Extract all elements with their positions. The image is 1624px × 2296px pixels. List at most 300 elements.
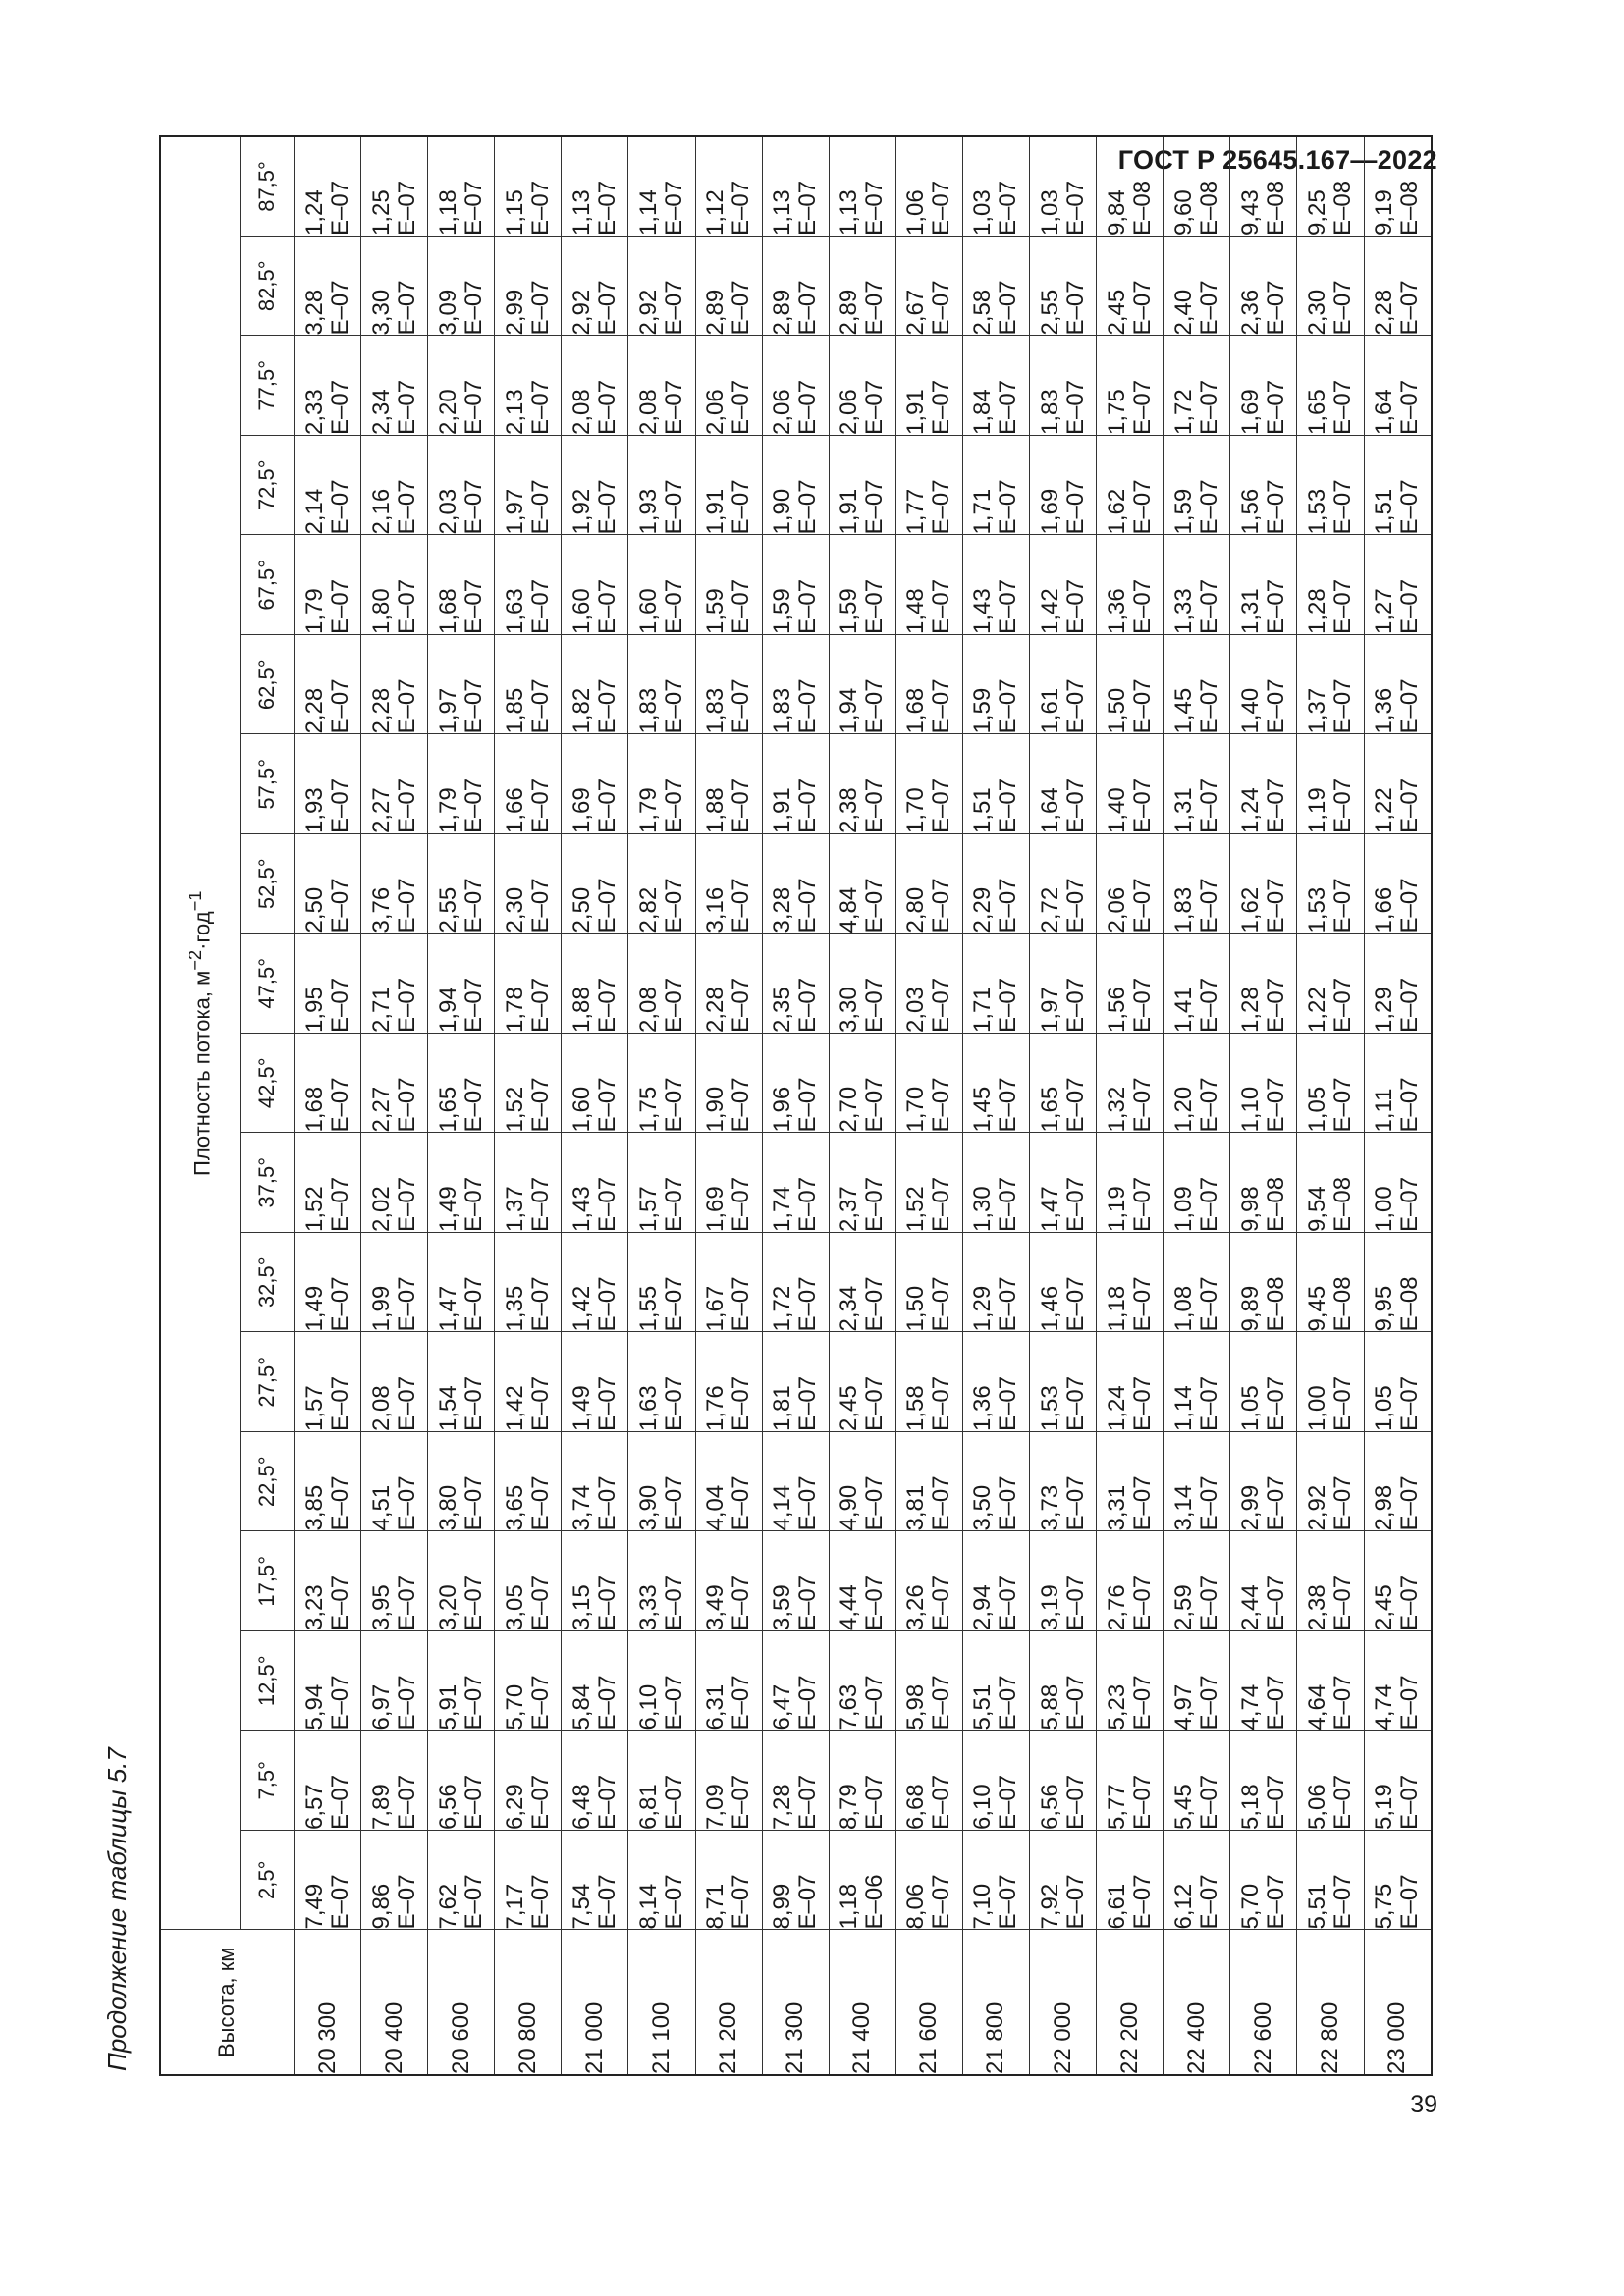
flux-value-cell: 1,33 E–07 [1164,535,1230,635]
flux-value-cell: 2,28 E–07 [695,934,762,1034]
table-row [428,136,495,2075]
flux-value-cell: 8,06 E–07 [895,1831,962,1931]
angle-header: 77,5° [241,336,295,436]
table-rotated-frame [159,161,1433,2076]
flux-value-cell: 1,83 E–07 [695,635,762,735]
flux-value-cell: 9,95 E–08 [1364,1233,1432,1333]
flux-value-cell: 2,28 E–07 [361,635,428,735]
flux-value-cell: 1,41 E–07 [1164,934,1230,1034]
flux-value-cell: 1,45 E–07 [1164,635,1230,735]
flux-value-cell: 2,06 E–07 [762,336,829,436]
flux-value-cell: 1,05 E–07 [1297,1034,1364,1134]
flux-value-cell: 1,13 E–07 [562,136,628,237]
flux-value-cell: 3,65 E–07 [495,1432,562,1532]
flux-value-cell: 9,98 E–08 [1230,1133,1297,1233]
flux-value-cell: 2,20 E–07 [428,336,495,436]
flux-value-cell: 2,40 E–07 [1164,237,1230,337]
flux-value-cell: 1,48 E–07 [895,535,962,635]
table-row [962,136,1029,2075]
flux-value-cell: 1,42 E–07 [495,1332,562,1432]
flux-value-cell: 1,96 E–07 [762,1034,829,1134]
flux-value-cell: 6,61 E–07 [1097,1831,1164,1931]
flux-value-cell: 1,69 E–07 [562,734,628,834]
document-id: ГОСТ Р 25645.167—2022 [1117,145,1437,175]
flux-value-cell: 1,66 E–07 [495,734,562,834]
flux-value-cell: 1,79 E–07 [428,734,495,834]
flux-value-cell: 4,44 E–07 [829,1531,895,1631]
flux-value-cell: 7,62 E–07 [428,1831,495,1931]
flux-value-cell: 9,19 E–08 [1364,136,1432,237]
table-row [695,136,762,2075]
flux-value-cell: 2,44 E–07 [1230,1531,1297,1631]
flux-value-cell: 5,88 E–07 [1030,1631,1097,1732]
flux-value-cell: 1,59 E–07 [695,535,762,635]
table-row [495,136,562,2075]
flux-value-cell: 3,74 E–07 [562,1432,628,1532]
flux-value-cell: 1,53 E–07 [1297,834,1364,934]
flux-value-cell: 2,03 E–07 [428,436,495,536]
flux-value-cell: 1,35 E–07 [495,1233,562,1333]
flux-value-cell: 1,60 E–07 [628,535,695,635]
flux-value-cell: 9,89 E–08 [1230,1233,1297,1333]
flux-value-cell: 1,40 E–07 [1230,635,1297,735]
flux-value-cell: 1,40 E–07 [1097,734,1164,834]
flux-value-cell: 5,70 E–07 [1230,1831,1297,1931]
flux-value-cell: 2,27 E–07 [361,734,428,834]
flux-value-cell: 1,05 E–07 [1364,1332,1432,1432]
flux-value-cell: 1,53 E–07 [1297,436,1364,536]
flux-value-cell: 7,89 E–07 [361,1731,428,1831]
flux-value-cell: 1,92 E–07 [562,436,628,536]
flux-value-cell: 5,84 E–07 [562,1631,628,1732]
table-caption: Продолжение таблицы 5.7 [102,1747,132,2071]
table-row [829,136,895,2075]
angle-header: 32,5° [241,1233,295,1333]
flux-value-cell: 1,11 E–07 [1364,1034,1432,1134]
flux-value-cell: 3,16 E–07 [695,834,762,934]
flux-value-cell: 1,94 E–07 [829,635,895,735]
flux-value-cell: 7,92 E–07 [1030,1831,1097,1931]
flux-value-cell: 2,38 E–07 [1297,1531,1364,1631]
flux-value-cell: 5,75 E–07 [1364,1831,1432,1931]
flux-value-cell: 3,20 E–07 [428,1531,495,1631]
flux-header-mid: ·год [189,911,215,950]
flux-value-cell: 1,68 E–07 [295,1034,361,1134]
table-row [562,136,628,2075]
altitude-cell: 22 800 [1297,1930,1364,2075]
flux-value-cell: 1,51 E–07 [1364,436,1432,536]
flux-value-cell: 1,88 E–07 [562,934,628,1034]
altitude-cell: 21 800 [962,1930,1029,2075]
flux-value-cell: 1,59 E–07 [762,535,829,635]
flux-value-cell: 1,46 E–07 [1030,1233,1097,1333]
angle-header: 72,5° [241,436,295,536]
flux-value-cell: 1,59 E–07 [829,535,895,635]
flux-value-cell: 1,56 E–07 [1097,934,1164,1034]
flux-value-cell: 1,95 E–07 [295,934,361,1034]
flux-value-cell: 6,29 E–07 [495,1731,562,1831]
flux-value-cell: 9,45 E–08 [1297,1233,1364,1333]
flux-value-cell: 1,76 E–07 [695,1332,762,1432]
flux-value-cell: 1,83 E–07 [762,635,829,735]
flux-value-cell: 1,80 E–07 [361,535,428,635]
flux-value-cell: 1,72 E–07 [1164,336,1230,436]
flux-value-cell: 2,29 E–07 [962,834,1029,934]
flux-value-cell: 3,30 E–07 [361,237,428,337]
flux-value-cell: 5,98 E–07 [895,1631,962,1732]
flux-value-cell: 2,08 E–07 [628,336,695,436]
flux-value-cell: 2,94 E–07 [962,1531,1029,1631]
flux-value-cell: 2,30 E–07 [495,834,562,934]
table-row [1230,136,1297,2075]
angle-header: 37,5° [241,1133,295,1233]
flux-value-cell: 3,81 E–07 [895,1432,962,1532]
flux-value-cell: 2,59 E–07 [1164,1531,1230,1631]
flux-value-cell: 4,64 E–07 [1297,1631,1364,1732]
flux-value-cell: 1,31 E–07 [1230,535,1297,635]
flux-value-cell: 1,78 E–07 [495,934,562,1034]
flux-value-cell: 1,28 E–07 [1230,934,1297,1034]
flux-value-cell: 1,30 E–07 [962,1133,1029,1233]
flux-header-unit-1: −2 [185,949,206,971]
angle-header: 7,5° [241,1731,295,1831]
angle-header: 82,5° [241,237,295,337]
flux-value-cell: 4,74 E–07 [1364,1631,1432,1732]
flux-value-cell: 1,36 E–07 [1097,535,1164,635]
flux-value-cell: 1,50 E–07 [1097,635,1164,735]
angle-header: 87,5° [241,136,295,237]
flux-value-cell: 3,80 E–07 [428,1432,495,1532]
flux-value-cell: 1,24 E–07 [1097,1332,1164,1432]
flux-value-cell: 5,94 E–07 [295,1631,361,1732]
table-row [895,136,962,2075]
flux-value-cell: 1,47 E–07 [1030,1133,1097,1233]
flux-value-cell: 1,70 E–07 [895,1034,962,1134]
flux-value-cell: 8,99 E–07 [762,1831,829,1931]
flux-value-cell: 1,18 E–07 [1097,1233,1164,1333]
page-number: 39 [1410,2091,1437,2118]
flux-value-cell: 1,82 E–07 [562,635,628,735]
flux-value-cell: 1,31 E–07 [1164,734,1230,834]
flux-value-cell: 3,19 E–07 [1030,1531,1097,1631]
flux-value-cell: 1,57 E–07 [628,1133,695,1233]
flux-value-cell: 7,54 E–07 [562,1831,628,1931]
altitude-cell: 21 100 [628,1930,695,2075]
flux-value-cell: 1,60 E–07 [562,1034,628,1134]
angle-header: 27,5° [241,1332,295,1432]
flux-value-cell: 2,55 E–07 [1030,237,1097,337]
flux-value-cell: 1,00 E–07 [1364,1133,1432,1233]
flux-value-cell: 2,34 E–07 [361,336,428,436]
flux-value-cell: 1,83 E–07 [628,635,695,735]
flux-value-cell: 1,45 E–07 [962,1034,1029,1134]
flux-value-cell: 1,68 E–07 [428,535,495,635]
altitude-cell: 22 400 [1164,1930,1230,2075]
flux-value-cell: 1,81 E–07 [762,1332,829,1432]
altitude-cell: 20 800 [495,1930,562,2075]
flux-value-cell: 3,09 E–07 [428,237,495,337]
flux-value-cell: 1,97 E–07 [495,436,562,536]
flux-value-cell: 1,22 E–07 [1297,934,1364,1034]
flux-value-cell: 1,79 E–07 [295,535,361,635]
angle-header: 57,5° [241,734,295,834]
flux-value-cell: 1,24 E–07 [1230,734,1297,834]
flux-value-cell: 9,84 E–08 [1097,136,1164,237]
flux-value-cell: 1,00 E–07 [1297,1332,1364,1432]
flux-value-cell: 5,91 E–07 [428,1631,495,1732]
flux-value-cell: 2,80 E–07 [895,834,962,934]
flux-value-cell: 2,89 E–07 [829,237,895,337]
flux-value-cell: 1,32 E–07 [1097,1034,1164,1134]
flux-value-cell: 2,06 E–07 [829,336,895,436]
flux-value-cell: 2,70 E–07 [829,1034,895,1134]
table-body [295,136,1433,2075]
flux-value-cell: 1,53 E–07 [1030,1332,1097,1432]
flux-value-cell: 1,56 E–07 [1230,436,1297,536]
flux-value-cell: 3,49 E–07 [695,1531,762,1631]
flux-value-cell: 6,48 E–07 [562,1731,628,1831]
flux-value-cell: 2,92 E–07 [1297,1432,1364,1532]
flux-value-cell: 1,65 E–07 [428,1034,495,1134]
flux-value-cell: 3,31 E–07 [1097,1432,1164,1532]
flux-value-cell: 2,92 E–07 [562,237,628,337]
flux-value-cell: 1,18 E–06 [829,1831,895,1931]
flux-value-cell: 2,02 E–07 [361,1133,428,1233]
flux-value-cell: 1,63 E–07 [628,1332,695,1432]
flux-value-cell: 2,45 E–07 [829,1332,895,1432]
flux-value-cell: 3,73 E–07 [1030,1432,1097,1532]
table-header-row-1 [160,136,241,2075]
flux-value-cell: 1,85 E–07 [495,635,562,735]
flux-value-cell: 1,29 E–07 [1364,934,1432,1034]
table-row [1364,136,1432,2075]
table-row [1297,136,1364,2075]
altitude-cell: 22 000 [1030,1930,1097,2075]
flux-value-cell: 1,64 E–07 [1364,336,1432,436]
flux-value-cell: 1,90 E–07 [695,1034,762,1134]
flux-value-cell: 2,45 E–07 [1364,1531,1432,1631]
flux-value-cell: 1,91 E–07 [829,436,895,536]
flux-value-cell: 6,68 E–07 [895,1731,962,1831]
flux-value-cell: 1,75 E–07 [628,1034,695,1134]
flux-value-cell: 1,94 E–07 [428,934,495,1034]
flux-value-cell: 3,15 E–07 [562,1531,628,1631]
flux-value-cell: 1,52 E–07 [895,1133,962,1233]
flux-value-cell: 3,85 E–07 [295,1432,361,1532]
flux-value-cell: 1,84 E–07 [962,336,1029,436]
flux-value-cell: 1,65 E–07 [1297,336,1364,436]
flux-value-cell: 2,89 E–07 [695,237,762,337]
flux-value-cell: 2,28 E–07 [295,635,361,735]
flux-value-cell: 2,89 E–07 [762,237,829,337]
flux-value-cell: 1,99 E–07 [361,1233,428,1333]
flux-value-cell: 5,51 E–07 [962,1631,1029,1732]
flux-value-cell: 2,99 E–07 [1230,1432,1297,1532]
flux-value-cell: 2,30 E–07 [1297,237,1364,337]
table-row [1164,136,1230,2075]
flux-value-cell: 2,33 E–07 [295,336,361,436]
flux-value-cell: 9,54 E–08 [1297,1133,1364,1233]
flux-value-cell: 2,34 E–07 [829,1233,895,1333]
flux-density-table [159,135,1433,2076]
flux-header-text: Плотность потока, м [189,970,215,1176]
flux-value-cell: 3,28 E–07 [295,237,361,337]
flux-value-cell: 5,18 E–07 [1230,1731,1297,1831]
flux-value-cell: 4,51 E–07 [361,1432,428,1532]
flux-value-cell: 1,12 E–07 [695,136,762,237]
flux-value-cell: 1,77 E–07 [895,436,962,536]
flux-value-cell: 1,19 E–07 [1097,1133,1164,1233]
table-row [1097,136,1164,2075]
flux-value-cell: 8,79 E–07 [829,1731,895,1831]
flux-value-cell: 3,23 E–07 [295,1531,361,1631]
flux-value-cell: 2,36 E–07 [1230,237,1297,337]
flux-value-cell: 1,19 E–07 [1297,734,1364,834]
flux-value-cell: 2,37 E–07 [829,1133,895,1233]
flux-value-cell: 1,22 E–07 [1364,734,1432,834]
flux-value-cell: 3,59 E–07 [762,1531,829,1631]
flux-value-cell: 2,08 E–07 [562,336,628,436]
flux-value-cell: 1,91 E–07 [762,734,829,834]
flux-value-cell: 4,97 E–07 [1164,1631,1230,1732]
altitude-cell: 21 600 [895,1930,962,2075]
flux-value-cell: 3,95 E–07 [361,1531,428,1631]
table-row [295,136,361,2075]
flux-value-cell: 6,10 E–07 [628,1631,695,1732]
flux-value-cell: 1,37 E–07 [495,1133,562,1233]
flux-value-cell: 1,42 E–07 [562,1233,628,1333]
flux-value-cell: 7,10 E–07 [962,1831,1029,1931]
flux-value-cell: 2,27 E–07 [361,1034,428,1134]
flux-value-cell: 1,36 E–07 [962,1332,1029,1432]
flux-value-cell: 5,77 E–07 [1097,1731,1164,1831]
flux-value-cell: 1,59 E–07 [1164,436,1230,536]
flux-value-cell: 6,47 E–07 [762,1631,829,1732]
flux-value-cell: 1,59 E–07 [962,635,1029,735]
flux-value-cell: 1,63 E–07 [495,535,562,635]
flux-value-cell: 1,42 E–07 [1030,535,1097,635]
flux-value-cell: 1,03 E–07 [962,136,1029,237]
flux-value-cell: 3,28 E–07 [762,834,829,934]
angle-header: 17,5° [241,1531,295,1631]
flux-value-cell: 2,67 E–07 [895,237,962,337]
flux-value-cell: 1,70 E–07 [895,734,962,834]
flux-value-cell: 9,25 E–08 [1297,136,1364,237]
flux-value-cell: 1,10 E–07 [1230,1034,1297,1134]
flux-value-cell: 1,71 E–07 [962,934,1029,1034]
flux-value-cell: 2,50 E–07 [295,834,361,934]
flux-value-cell: 1,49 E–07 [562,1332,628,1432]
flux-value-cell: 6,31 E–07 [695,1631,762,1732]
angle-header: 67,5° [241,535,295,635]
flux-value-cell: 1,74 E–07 [762,1133,829,1233]
flux-value-cell: 1,36 E–07 [1364,635,1432,735]
flux-value-cell: 1,03 E–07 [1030,136,1097,237]
flux-value-cell: 1,79 E–07 [628,734,695,834]
flux-value-cell: 5,23 E–07 [1097,1631,1164,1732]
flux-value-cell: 1,64 E–07 [1030,734,1097,834]
angle-header: 42,5° [241,1034,295,1134]
angle-header: 62,5° [241,635,295,735]
flux-value-cell: 1,25 E–07 [361,136,428,237]
flux-value-cell: 1,18 E–07 [428,136,495,237]
flux-value-cell: 2,03 E–07 [895,934,962,1034]
flux-value-cell: 1,83 E–07 [1030,336,1097,436]
flux-value-cell: 4,04 E–07 [695,1432,762,1532]
angle-header: 12,5° [241,1631,295,1732]
flux-value-cell: 9,43 E–08 [1230,136,1297,237]
flux-value-cell: 9,86 E–07 [361,1831,428,1931]
altitude-header: Высота, км [160,1930,295,2075]
flux-value-cell: 1,83 E–07 [1164,834,1230,934]
flux-value-cell: 1,66 E–07 [1364,834,1432,934]
flux-value-cell: 2,08 E–07 [361,1332,428,1432]
flux-value-cell: 1,93 E–07 [295,734,361,834]
flux-value-cell: 1,60 E–07 [562,535,628,635]
flux-value-cell: 1,43 E–07 [562,1133,628,1233]
flux-value-cell: 3,14 E–07 [1164,1432,1230,1532]
altitude-cell: 20 300 [295,1930,361,2075]
flux-value-cell: 1,62 E–07 [1230,834,1297,934]
flux-value-cell: 8,14 E–07 [628,1831,695,1931]
flux-value-cell: 2,45 E–07 [1097,237,1164,337]
flux-value-cell: 3,26 E–07 [895,1531,962,1631]
flux-value-cell: 3,05 E–07 [495,1531,562,1631]
flux-value-cell: 2,35 E–07 [762,934,829,1034]
flux-value-cell: 1,54 E–07 [428,1332,495,1432]
flux-value-cell: 7,17 E–07 [495,1831,562,1931]
flux-value-cell: 8,71 E–07 [695,1831,762,1931]
flux-value-cell: 1,49 E–07 [295,1233,361,1333]
altitude-cell: 21 400 [829,1930,895,2075]
flux-value-cell: 5,45 E–07 [1164,1731,1230,1831]
flux-value-cell: 1,51 E–07 [962,734,1029,834]
table-row [1030,136,1097,2075]
flux-value-cell: 1,47 E–07 [428,1233,495,1333]
flux-value-cell: 2,72 E–07 [1030,834,1097,934]
flux-value-cell: 6,12 E–07 [1164,1831,1230,1931]
flux-value-cell: 1,65 E–07 [1030,1034,1097,1134]
flux-value-cell: 1,37 E–07 [1297,635,1364,735]
flux-value-cell: 1,69 E–07 [1030,436,1097,536]
flux-value-cell: 2,58 E–07 [962,237,1029,337]
flux-value-cell: 1,24 E–07 [295,136,361,237]
table-row [762,136,829,2075]
flux-value-cell: 1,52 E–07 [295,1133,361,1233]
flux-value-cell: 2,50 E–07 [562,834,628,934]
table-header-row-angles [241,136,295,2075]
flux-value-cell: 1,62 E–07 [1097,436,1164,536]
flux-value-cell: 2,98 E–07 [1364,1432,1432,1532]
flux-value-cell: 1,91 E–07 [895,336,962,436]
flux-value-cell: 7,09 E–07 [695,1731,762,1831]
flux-value-cell: 1,71 E–07 [962,436,1029,536]
altitude-cell: 20 400 [361,1930,428,2075]
table-row [628,136,695,2075]
flux-value-cell: 1,68 E–07 [895,635,962,735]
table-container [159,161,1433,2076]
flux-value-cell: 6,10 E–07 [962,1731,1029,1831]
flux-value-cell: 4,84 E–07 [829,834,895,934]
flux-value-cell: 2,14 E–07 [295,436,361,536]
flux-value-cell: 2,82 E–07 [628,834,695,934]
altitude-cell: 21 000 [562,1930,628,2075]
altitude-cell: 21 300 [762,1930,829,2075]
flux-value-cell: 5,19 E–07 [1364,1731,1432,1831]
flux-value-cell: 1,29 E–07 [962,1233,1029,1333]
flux-value-cell: 2,13 E–07 [495,336,562,436]
flux-value-cell: 1,20 E–07 [1164,1034,1230,1134]
